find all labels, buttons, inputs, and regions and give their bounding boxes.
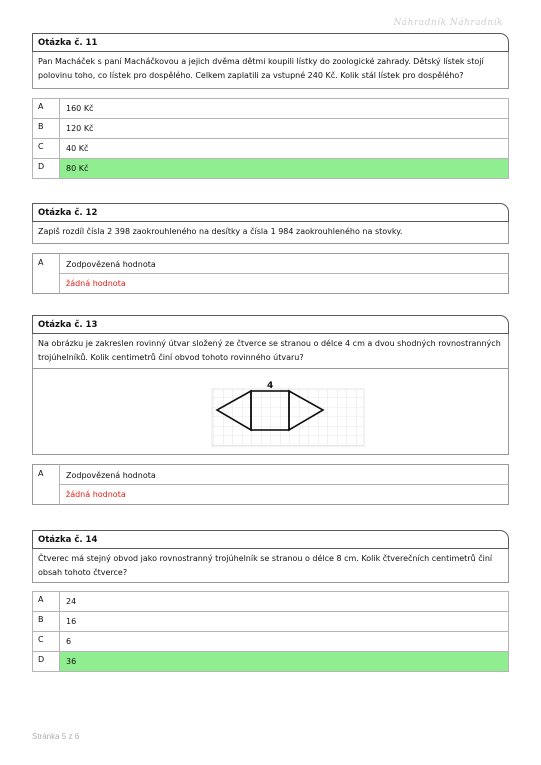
option-row-correct[interactable]	[33, 652, 509, 672]
answer-letter: A	[33, 254, 60, 294]
option-value: 160 Kč	[60, 99, 509, 119]
option-letter: B	[33, 612, 60, 632]
option-row[interactable]	[33, 99, 509, 119]
question-13-text: Na obrázku je zakreslen rovinný útvar složený ze čtverce se stranou o délce 4 cm a dvou shodných rovnostranných trojúhelníků. Kolik centimetrů činí obvod tohoto rovinného útvaru?	[32, 334, 509, 369]
option-value: 16	[60, 612, 509, 632]
option-letter: C	[33, 139, 60, 159]
option-letter: A	[33, 99, 60, 119]
question-11-options	[32, 98, 509, 179]
option-row[interactable]	[33, 119, 509, 139]
question-14-options	[32, 591, 509, 672]
option-value: 120 Kč	[60, 119, 509, 139]
option-row[interactable]	[33, 139, 509, 159]
shape-figure	[33, 369, 508, 454]
option-letter: D	[33, 159, 60, 179]
option-letter: A	[33, 592, 60, 612]
option-letter: D	[33, 652, 60, 672]
option-value: 6	[60, 632, 509, 652]
question-13-figure	[32, 369, 509, 455]
option-letter: C	[33, 632, 60, 652]
option-value: 80 Kč	[60, 159, 509, 179]
grid-background	[212, 389, 364, 446]
question-13-title: Otázka č. 13	[32, 315, 509, 334]
answer-value[interactable]: žádná hodnota	[66, 490, 126, 499]
answer-header: Zodpovězená hodnota	[60, 254, 509, 274]
option-value: 24	[60, 592, 509, 612]
option-letter: B	[33, 119, 60, 139]
answer-letter: A	[33, 465, 60, 505]
answer-header: Zodpovězená hodnota	[60, 465, 509, 485]
option-value: 40 Kč	[60, 139, 509, 159]
option-row[interactable]	[33, 612, 509, 632]
question-12-text: Zapiš rozdíl čísla 2 398 zaokrouhleného na desítky a čísla 1 984 zaokrouhleného na stovky.	[32, 222, 509, 244]
option-row[interactable]	[33, 632, 509, 652]
question-12-answer	[32, 253, 509, 294]
option-value: 36	[60, 652, 509, 672]
option-row-correct[interactable]	[33, 159, 509, 179]
answer-value[interactable]: žádná hodnota	[66, 279, 126, 288]
side-length-label: 4	[267, 381, 274, 391]
question-13-answer	[32, 464, 509, 505]
question-11-title: Otázka č. 11	[32, 33, 509, 52]
question-14-text: Čtverec má stejný obvod jako rovnostranný trojúhelník se stranou o délce 8 cm. Kolik čtverečních centimetrů činí obsah tohoto čtverce?	[32, 549, 509, 583]
page-footer: Stránka 5 z 6	[32, 732, 80, 741]
question-11-text: Pan Macháček s paní Macháčkovou a jejich dvěma dětmi koupili lístky do zoologické zahrady. Dětský lístek stojí polovinu toho, co lístek pro dospělého. Celkem zaplatili za vstupné 240 Kč. Kolik stál lístek pro dospělého?	[32, 52, 509, 89]
question-14-title: Otázka č. 14	[32, 530, 509, 549]
option-row[interactable]	[33, 592, 509, 612]
question-12-title: Otázka č. 12	[32, 203, 509, 222]
watermark: Náhradník Náhradník	[393, 18, 503, 28]
